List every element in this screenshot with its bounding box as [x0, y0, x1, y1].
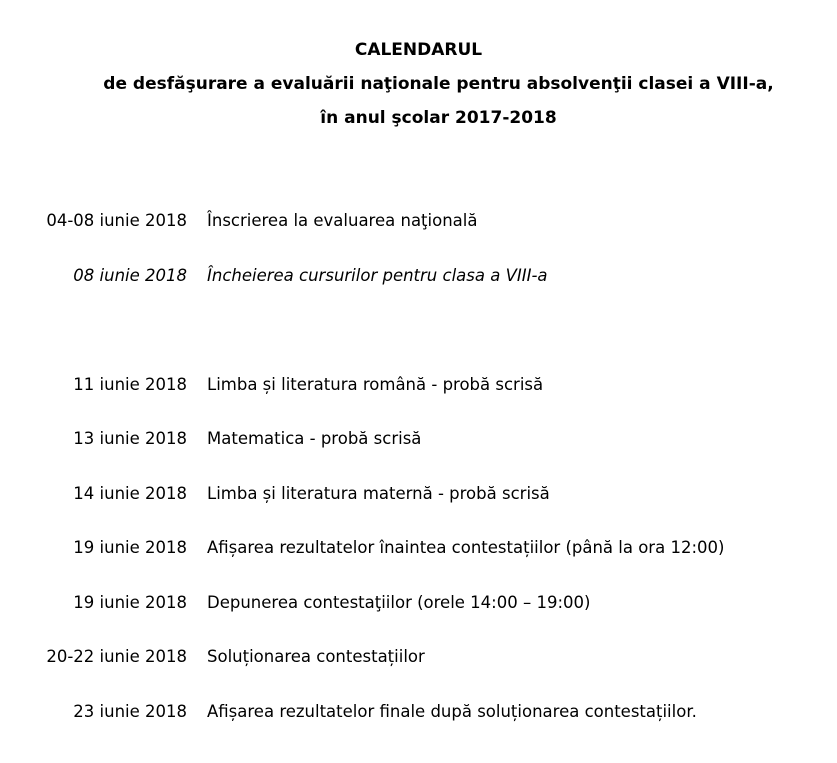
- entry-event: Limba și literatura maternă - probă scrisă: [207, 484, 550, 503]
- entry-event: Afișarea rezultatelor finale după soluționarea contestațiilor.: [207, 702, 697, 721]
- entry-event: Limba și literatura română - probă scrisă: [207, 375, 544, 394]
- document-header: [0, 38, 837, 140]
- entry-event: Soluționarea contestațiilor: [207, 647, 425, 666]
- entry-date: 08 iunie 2018: [73, 266, 187, 285]
- entry-date: 14 iunie 2018: [73, 484, 187, 503]
- entry-date: 20-22 iunie 2018: [46, 647, 187, 666]
- entry-date: 23 iunie 2018: [73, 702, 187, 721]
- entry-event: Matematica - probă scrisă: [207, 429, 422, 448]
- entry-date: 19 iunie 2018: [73, 538, 187, 557]
- document-title: CALENDARUL: [354, 40, 483, 60]
- entry-event: Depunerea contestaţiilor (orele 14:00 – 19:00): [207, 593, 591, 612]
- entry-date: 04-08 iunie 2018: [46, 211, 187, 230]
- entry-event: Înscrierea la evaluarea naţională: [207, 211, 478, 230]
- entry-event: Afișarea rezultatelor înaintea contestațiilor (până la ora 12:00): [207, 538, 725, 557]
- entry-date: 13 iunie 2018: [73, 429, 187, 448]
- school-year-line: în anul şcolar 2017-2018: [320, 108, 557, 128]
- entry-event: Încheierea cursurilor pentru clasa a VIII-a: [207, 266, 548, 285]
- document-subtitle: de desfăşurare a evaluării naţionale pentru absolvenţii clasei a VIII-a,: [103, 74, 774, 94]
- entry-date: 19 iunie 2018: [73, 593, 187, 612]
- entry-date: 11 iunie 2018: [73, 375, 187, 394]
